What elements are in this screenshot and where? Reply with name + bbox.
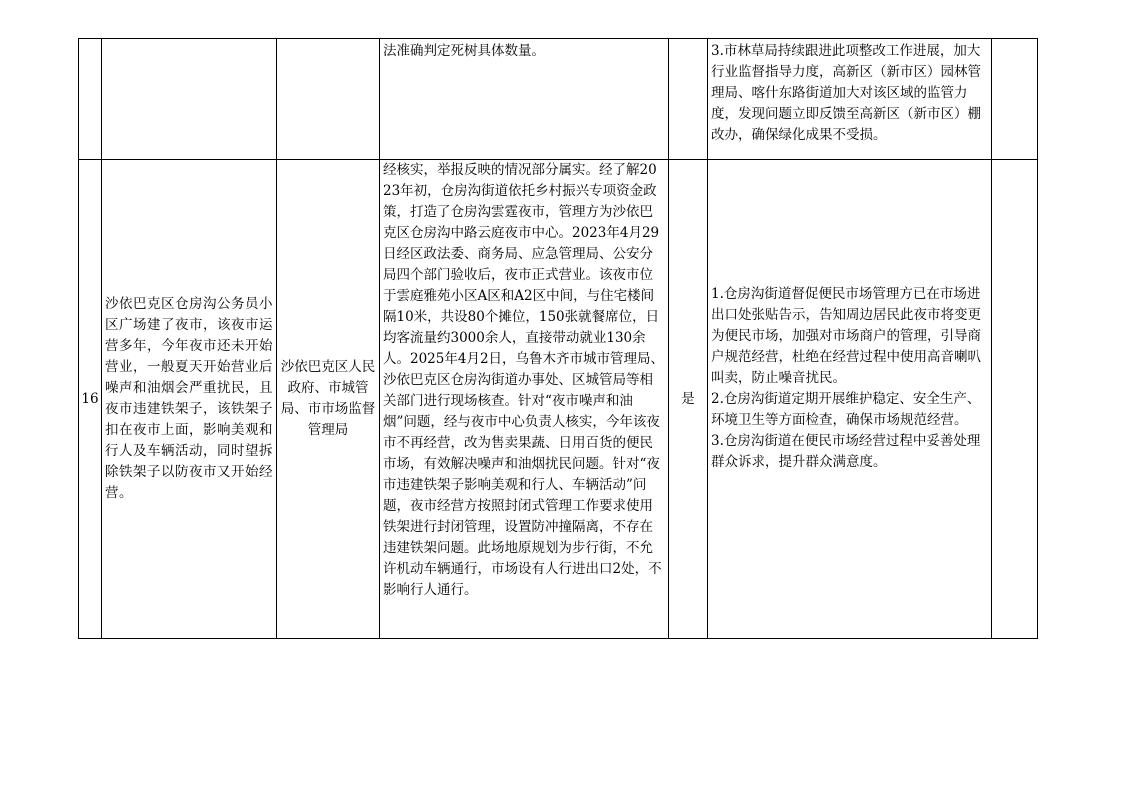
verification-result: 经核实，举报反映的情况部分属实。经了解2023年初，仓房沟街道依托乡村振兴专项资金政策，打造了仓房沟雲霆夜市，管理方为沙依巴克区仓房沟中路云庭夜市中心。2023年4月29日经区政法委、商务局、应急管理局、公安分局四个部门验收后，夜市正式营业。该夜市位于雲庭雅苑小区A区和A2区中间，与住宅楼间隔10米，共设80个摊位，150张就餐席位，日均客流量约3000余人，直接带动就业130余人。2025年4月2日，乌鲁木齐市城市管理局、沙依巴克区仓房沟街道办事处、区城管局等相关部门进行现场核查。针对“夜市噪声和油烟”问题，经与夜市中心负责人核实，今年该夜市不再经营，改为售卖果蔬、日用百货的便民市场，有效解决噪声和油烟扰民问题。针对“夜市违建铁架子影响美观和行人、车辆活动”问题，夜市经营方按照封闭式管理工作要求使用铁架进行封闭管理，设置防冲撞隔离，不存在违建铁架问题。此场地原规划为步行街，不允许机动车辆通行，市场设有人行进出口2处，不影响行人通行。 — [380, 160, 669, 639]
measure-item: 2.仓房沟街道定期开展维护稳定、安全生产、环境卫生等方面检查，确保市场规范经营。 — [711, 391, 981, 428]
complaint-content — [102, 39, 277, 160]
measure-item: 3.市林草局持续跟进此项整改工作进展，加大行业监督指导力度，高新区（新市区）园林管理局、喀什东路街道加大对该区域的监管力度，发现问题立即反馈至高新区（新市区）棚改办，确保绿化成果不受损。 — [711, 43, 981, 143]
responsible-unit — [277, 39, 380, 160]
row-number — [79, 39, 102, 160]
measure-item: 3.仓房沟街道在便民市场经营过程中妥善处理群众诉求，提升群众满意度。 — [711, 433, 981, 470]
row-number: 16 — [79, 160, 102, 639]
rectification-measures — [708, 39, 992, 160]
complaint-content: 沙依巴克区仓房沟公务员小区广场建了夜市，该夜市运营多年，今年夜市还未开始营业，一般夏天开始营业后噪声和油烟会严重扰民，且夜市违建铁架子，该铁架子扣在夜市上面，影响美观和行人及车辆活动，同时望拆除铁架子以防夜市又开始经营。 — [102, 160, 277, 639]
verification-result: 法准确判定死树具体数量。 — [380, 39, 669, 160]
responsible-unit: 沙依巴克区人民政府、市城管局、市市场监督管理局 — [277, 160, 380, 639]
measure-item: 1.仓房沟街道督促便民市场管理方已在市场进出口处张贴告示，告知周边居民此夜市将变更为便民市场，加强对市场商户的管理，引导商户规范经营，杜绝在经营过程中使用高音喇叭叫卖，防止噪音扰民。 — [711, 286, 981, 386]
table-row — [79, 160, 1038, 639]
remarks-cell — [992, 39, 1038, 160]
rectification-measures — [708, 160, 992, 639]
verified-flag — [669, 39, 708, 160]
table-row — [79, 39, 1038, 160]
verified-flag: 是 — [669, 160, 708, 639]
complaint-table — [78, 38, 1038, 639]
remarks-cell — [992, 160, 1038, 639]
